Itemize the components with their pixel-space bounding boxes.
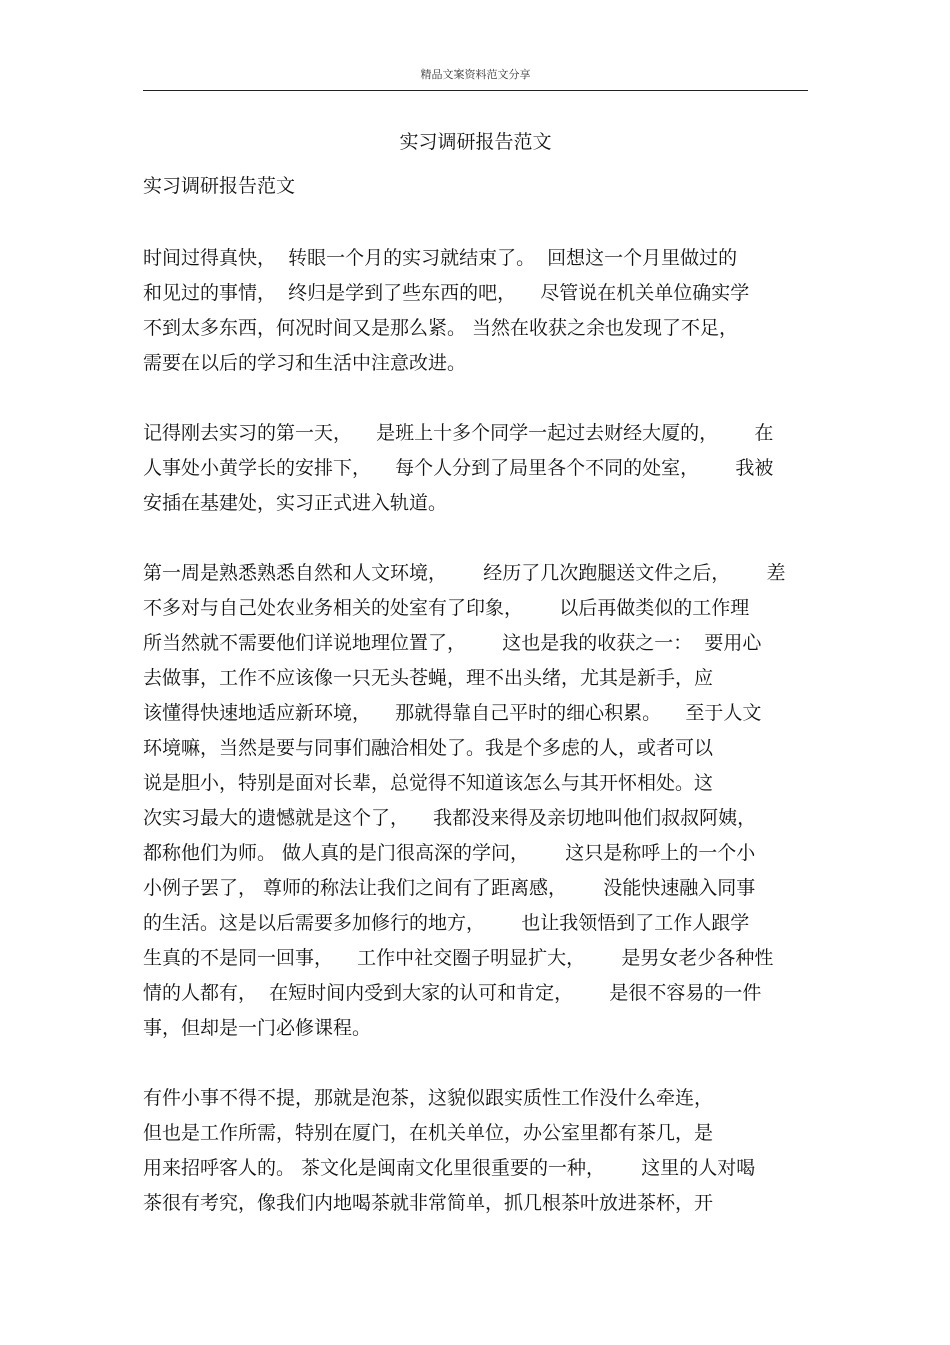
text-line: 记得刚去实习的第一天， 是班上十多个同学一起过去财经大厦的， 在 <box>143 422 774 444</box>
text-line: 茶很有考究，像我们内地喝茶就非常简单，抓几根茶叶放进茶杯，开 <box>143 1192 714 1214</box>
document-title: 实习调研报告范文 <box>399 131 552 153</box>
paragraph-2 <box>143 416 808 521</box>
text-line: 生真的不是同一回事， 工作中社交圈子明显扩大， 是男女老少各种性 <box>143 947 774 969</box>
text-line: 安插在基建处，实习正式进入轨道。 <box>143 492 448 514</box>
text-line: 情的人都有， 在短时间内受到大家的认可和肯定， 是很不容易的一件 <box>143 982 762 1004</box>
text-line: 事，但却是一门必修课程。 <box>143 1017 372 1039</box>
text-line: 有件小事不得不提，那就是泡茶，这貌似跟实质性工作没什么牵连， <box>143 1087 714 1109</box>
paragraph-1 <box>143 241 808 381</box>
text-line: 去做事，工作不应该像一只无头苍蝇，理不出头绪，尤其是新手，应 <box>143 667 714 689</box>
text-line: 说是胆小，特别是面对长辈，总觉得不知道该怎么与其开怀相处。这 <box>143 772 714 794</box>
text-line: 时间过得真快， 转眼一个月的实习就结束了。 回想这一个月里做过的 <box>143 247 738 269</box>
text-line: 小例子罢了， 尊师的称法让我们之间有了距离感， 没能快速融入同事 <box>143 877 756 899</box>
text-line: 需要在以后的学习和生活中注意改进。 <box>143 352 467 374</box>
header-divider <box>143 90 808 91</box>
text-line: 第一周是熟悉熟悉自然和人文环境， 经历了几次跑腿送文件之后， 差 <box>143 562 786 584</box>
text-line: 所当然就不需要他们详说地理位置了， 这也是我的收获之一： 要用心 <box>143 632 762 654</box>
document-subtitle: 实习调研报告范文 <box>143 175 296 197</box>
text-line: 该懂得快速地适应新环境， 那就得靠自己平时的细心积累。 至于人文 <box>143 702 762 724</box>
text-line: 用来招呼客人的。 茶文化是闽南文化里很重要的一种， 这里的人对喝 <box>143 1157 756 1179</box>
text-line: 次实习最大的遗憾就是这个了， 我都没来得及亲切地叫他们叔叔阿姨， <box>143 807 757 829</box>
paragraph-3 <box>143 556 808 1046</box>
text-line: 环境嘛，当然是要与同事们融洽相处了。我是个多虑的人，或者可以 <box>143 737 714 759</box>
page-header: 精品文案资料范文分享 <box>420 68 531 81</box>
text-line: 不多对与自己处农业务相关的处室有了印象， 以后再做类似的工作理 <box>143 597 750 619</box>
text-line: 人事处小黄学长的安排下， 每个人分到了局里各个不同的处室， 我被 <box>143 457 774 479</box>
text-line: 都称他们为师。 做人真的是门很高深的学问， 这只是称呼上的一个小 <box>143 842 756 864</box>
document-body <box>143 241 808 1221</box>
text-line: 但也是工作所需，特别在厦门，在机关单位，办公室里都有茶几，是 <box>143 1122 714 1144</box>
text-line: 不到太多东西，何况时间又是那么紧。 当然在收获之余也发现了不足， <box>143 317 739 339</box>
text-line: 的生活。这是以后需要多加修行的地方， 也让我领悟到了工作人跟学 <box>143 912 750 934</box>
paragraph-4 <box>143 1081 808 1221</box>
text-line: 和见过的事情， 终归是学到了些东西的吧， 尽管说在机关单位确实学 <box>143 282 750 304</box>
